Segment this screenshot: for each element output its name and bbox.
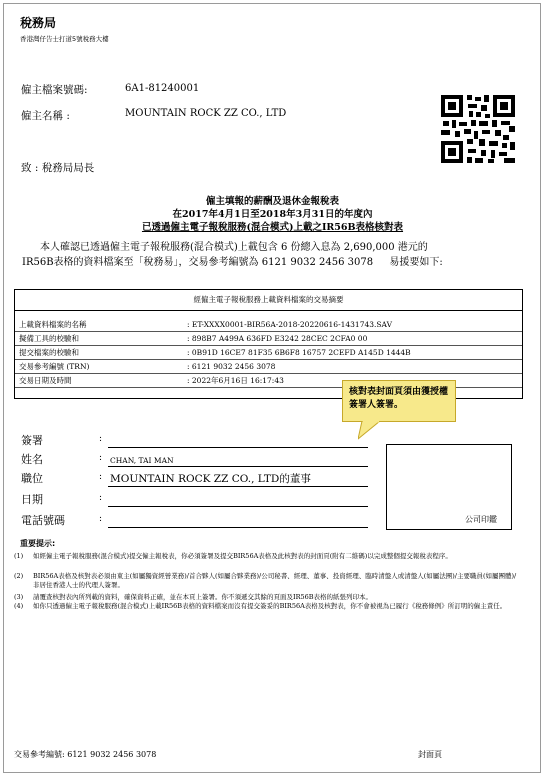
title-line-3: 已透過僱主電子報稅服務(混合模式)上載之IR56B表格核對表	[141, 222, 404, 233]
sign-label: 簽署	[21, 434, 43, 447]
transaction-heading: 經僱主電子報稅服務上載資料檔案的交易摘要	[15, 290, 522, 311]
name-value: CHAN, TAI MAN	[110, 456, 174, 465]
title-line-2: 在2017年4月1日至2018年3月31日的年度內	[172, 209, 373, 220]
employer-name-label: 僱主名稱 :	[21, 110, 70, 122]
signature-callout: 核對表封面頁須由獲授權簽署人簽署。	[342, 380, 456, 422]
table-row: 交易日期及時間 : 2022年6月16日 16:17:43	[15, 374, 522, 388]
position-line	[108, 486, 368, 487]
phone-label: 電話號碼	[21, 514, 65, 527]
seal-label: 公司印鑑	[465, 515, 497, 524]
callout-pointer	[358, 421, 388, 441]
sign-line[interactable]	[108, 447, 368, 448]
table-row: 交易參考編號 (TRN) : 6121 9032 2456 3078	[15, 360, 522, 374]
name-label: 姓名	[21, 453, 43, 466]
employer-name-value: MOUNTAIN ROCK ZZ CO., LTD	[125, 108, 287, 119]
table-row: 提交檔案的校驗和 : 0B91D 16CE7 81F35 6B6F8 16757 2CEFD A145D 1444B	[15, 346, 522, 360]
position-value: MOUNTAIN ROCK ZZ CO., LTD的董事	[110, 473, 311, 485]
company-seal-box	[386, 444, 512, 530]
file-no-label: 僱主檔案號碼:	[21, 84, 88, 96]
table-row: 上載資料檔案的名稱 : ET-XXXX0001-BIR56A-2018-20220616-1431743.SAV	[15, 318, 522, 332]
name-line	[108, 466, 368, 467]
position-label: 職位	[21, 472, 43, 485]
date-label: 日期	[21, 493, 43, 506]
declaration-line-1: 本人確認已透過僱主電子報稅服務(混合模式)上載包含 6 份總入息為 2,690,000 港元的	[40, 242, 428, 253]
addressee: 致 : 稅務局局長	[21, 162, 95, 174]
table-row: 擬備工具的校驗和 : 898B7 A499A 636FD E3242 28CEC 2CFA0 00	[15, 332, 522, 346]
title-line-1: 僱主填報的薪酬及退休金報稅表	[205, 196, 339, 207]
declaration-line-2: IR56B表格的資料檔案至「稅務易」，交易參考編號為 6121 9032 2456 3078 易援要如下:	[22, 257, 443, 268]
org-address: 香港灣仔告士打道5號稅務大樓	[20, 35, 109, 43]
file-no-value: 6A1-81240001	[125, 83, 200, 94]
qr-code	[441, 95, 515, 163]
org-title: 稅務局	[20, 16, 57, 30]
footer-trn: 交易參考編號: 6121 9032 2456 3078	[14, 750, 157, 759]
date-line[interactable]	[108, 506, 368, 507]
footer-page: 封面頁	[418, 750, 442, 759]
notes-title: 重要提示:	[20, 539, 56, 548]
phone-line[interactable]	[108, 527, 368, 528]
